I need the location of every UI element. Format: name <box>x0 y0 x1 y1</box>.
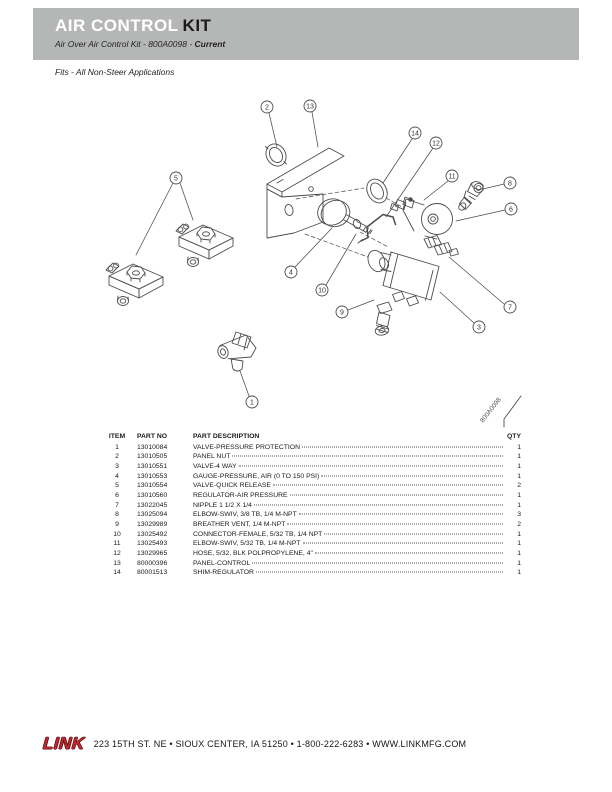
cell-item: 2 <box>115 453 119 461</box>
panel-nut-drawing <box>262 140 290 169</box>
cell-qty: 1 <box>517 472 521 480</box>
cell-qty: 1 <box>517 540 521 548</box>
cell-part-no: 13025492 <box>137 530 168 538</box>
cell-qty: 1 <box>517 443 521 451</box>
table-row <box>105 501 521 511</box>
cell-item: 10 <box>113 530 121 538</box>
elbow-fitting-drawing <box>457 180 484 211</box>
cell-description-text: PANEL-CONTROL <box>193 559 251 567</box>
cell-description <box>193 472 505 482</box>
cell-part-no: 13029989 <box>137 521 168 528</box>
table-row <box>105 472 521 482</box>
regulator-drawing <box>391 197 453 239</box>
cell-description-text: VALVE-QUICK RELEASE <box>193 482 271 490</box>
page-subtitle <box>55 39 225 49</box>
cell-item: 13 <box>113 559 121 567</box>
cell-qty: 1 <box>517 462 521 470</box>
cell-description <box>193 452 505 462</box>
table-row <box>105 481 521 491</box>
svg-text:2: 2 <box>265 104 269 112</box>
dotted-leader <box>315 553 503 554</box>
cell-description <box>193 559 505 569</box>
hose-drawing <box>358 215 396 244</box>
callout-balloons <box>136 100 517 408</box>
cell-part-no: 13010553 <box>137 472 168 480</box>
table-row <box>105 568 521 578</box>
table-row <box>105 462 521 472</box>
svg-text:11: 11 <box>448 173 456 181</box>
callout-12 <box>386 137 442 217</box>
callout-1 <box>240 371 258 408</box>
table-row <box>105 443 521 453</box>
cell-description-text: HOSE, 5/32, BLK POLPROPYLENE, 4" <box>193 550 313 558</box>
cell-item: 3 <box>115 462 119 470</box>
cell-item: 9 <box>115 521 119 528</box>
callout-6 <box>456 203 517 221</box>
parts-table-body <box>105 443 521 579</box>
cell-description-text: SHIM-REGULATOR <box>193 569 254 577</box>
dotted-leader <box>256 572 503 573</box>
drawing-number <box>479 396 521 427</box>
cell-part-no: 13010551 <box>137 462 168 470</box>
cell-qty: 2 <box>517 482 521 490</box>
cell-part-no: 13029965 <box>137 550 168 558</box>
cell-description <box>193 501 505 511</box>
dotted-leader <box>252 562 503 563</box>
svg-text:7: 7 <box>508 304 512 312</box>
table-row <box>105 549 521 559</box>
cell-part-no: 80001513 <box>137 569 168 577</box>
callout-10 <box>316 234 356 296</box>
svg-text:9: 9 <box>340 309 344 317</box>
cell-qty: 1 <box>517 530 521 538</box>
svg-text:4: 4 <box>289 269 293 277</box>
dotted-leader <box>232 456 503 457</box>
dotted-leader <box>290 494 503 495</box>
cell-description-text: REGULATOR-AIR PRESSURE <box>193 491 288 499</box>
table-row <box>105 539 521 549</box>
table-row <box>105 491 521 501</box>
svg-text:12: 12 <box>432 140 440 148</box>
hidden-lines <box>296 188 404 257</box>
cell-item: 11 <box>113 540 121 548</box>
cell-description <box>193 549 505 559</box>
dotted-leader <box>239 465 503 466</box>
cell-description <box>193 443 505 453</box>
cell-qty: 2 <box>517 521 521 528</box>
cell-qty: 1 <box>517 501 521 509</box>
cell-qty: 1 <box>517 559 521 567</box>
cell-qty: 1 <box>517 550 521 558</box>
svg-text:5: 5 <box>174 175 178 183</box>
cell-part-no: 80000396 <box>137 559 168 567</box>
cell-description-text: BREATHER VENT, 1/4 M-NPT <box>193 521 286 528</box>
cell-qty: 1 <box>517 453 521 461</box>
dotted-leader <box>321 475 503 476</box>
dotted-leader <box>273 485 503 486</box>
dotted-leader <box>302 446 503 447</box>
callout-13 <box>304 100 318 147</box>
parts-table <box>105 431 521 578</box>
cell-qty: 3 <box>517 511 521 519</box>
cell-item: 8 <box>115 511 119 519</box>
drawing-number-text: 800A0098 <box>479 396 503 425</box>
cell-description-text: GAUGE-PRESSURE, AIR (0 TO 150 PSI) <box>193 472 320 480</box>
cell-description <box>193 462 505 472</box>
cell-description <box>193 520 505 530</box>
svg-text:10: 10 <box>318 287 326 295</box>
table-row <box>105 530 521 540</box>
callout-9 <box>336 300 374 318</box>
page-title-secondary: KIT <box>182 16 212 35</box>
cell-description-text: ELBOW-SWIV, 3/8 TB, 1/4 M-NPT <box>193 511 297 519</box>
cell-qty: 1 <box>517 491 521 499</box>
page-subtitle-text: Air Over Air Control Kit - 800A0098 - <box>55 39 195 49</box>
cell-description <box>193 510 505 520</box>
cell-item: 14 <box>113 569 121 577</box>
col-header-part-no: PART NO <box>137 433 168 440</box>
cell-description-text: CONNECTOR-FEMALE, 5/32 TB, 1/4 NPT <box>193 530 323 538</box>
svg-text:6: 6 <box>509 206 513 214</box>
svg-text:8: 8 <box>508 180 512 188</box>
fits-line: Fits - All Non-Steer Applications <box>55 67 175 77</box>
dotted-leader <box>324 533 503 534</box>
svg-text:13: 13 <box>306 103 314 111</box>
callout-8 <box>483 177 516 189</box>
col-header-description: PART DESCRIPTION <box>193 433 260 440</box>
cell-item: 12 <box>113 550 121 558</box>
page-subtitle-status: Current <box>194 39 226 49</box>
cell-item: 1 <box>115 443 119 451</box>
cell-description <box>193 568 505 578</box>
dotted-leader <box>303 543 503 544</box>
page-title <box>55 16 211 36</box>
callout-2 <box>261 101 277 147</box>
cell-part-no: 13025094 <box>137 511 168 519</box>
cell-qty: 1 <box>517 569 521 577</box>
svg-text:14: 14 <box>411 130 419 138</box>
cell-description-text: VALVE-4 WAY <box>193 462 237 470</box>
breather-vent-drawing <box>375 302 392 336</box>
dotted-leader <box>299 514 503 515</box>
callout-7 <box>449 257 516 313</box>
pressure-protection-valve-drawing <box>216 332 256 371</box>
four-way-valve-drawing <box>365 248 439 306</box>
cell-part-no: 13010084 <box>137 443 168 451</box>
table-row <box>105 559 521 569</box>
dotted-leader <box>287 524 503 525</box>
table-row <box>105 510 521 520</box>
cell-description <box>193 530 505 540</box>
footer-address: 223 15TH ST. NE • SIOUX CENTER, IA 51250 • 1-800-222-6283 • WWW.LINKMFG.COM <box>93 739 467 749</box>
cell-description <box>193 481 505 491</box>
exploded-parts-diagram <box>57 88 583 436</box>
nipple-fitting-drawing <box>424 236 459 257</box>
cell-description-text: NIPPLE 1 1/2 X 1/4 <box>193 501 252 509</box>
link-logo: LINK <box>42 734 86 753</box>
callout-11 <box>424 170 458 200</box>
dotted-leader <box>254 504 503 505</box>
table-row <box>105 520 521 530</box>
callout-3 <box>440 292 485 333</box>
cell-part-no: 13025493 <box>137 540 168 548</box>
col-header-item: ITEM <box>108 433 126 440</box>
cell-item: 4 <box>115 472 119 480</box>
callout-5 <box>136 172 193 255</box>
svg-text:3: 3 <box>477 324 481 332</box>
cell-part-no: 13010505 <box>137 453 168 461</box>
quick-release-valves-drawing <box>106 224 233 306</box>
shim-ring-drawing <box>363 176 392 207</box>
cell-description-text: VALVE-PRESSURE PROTECTION <box>193 443 301 451</box>
cell-part-no: 13010560 <box>137 491 168 499</box>
parts-table-header <box>105 431 521 443</box>
header-band <box>33 8 579 60</box>
cell-item: 7 <box>115 501 119 509</box>
svg-text:1: 1 <box>250 399 254 407</box>
table-row <box>105 452 521 462</box>
col-header-qty: QTY <box>507 433 521 440</box>
cell-description-text: ELBOW-SWIV, 5/32 TB, 1/4 M-NPT <box>193 540 301 548</box>
cell-description <box>193 539 505 549</box>
cell-description-text: PANEL NUT <box>193 453 231 461</box>
page-title-primary: AIR CONTROL <box>55 16 179 35</box>
page-footer <box>43 734 466 754</box>
cell-description <box>193 491 505 501</box>
cell-part-no: 13022045 <box>137 501 168 509</box>
cell-item: 6 <box>115 491 119 499</box>
cell-item: 5 <box>115 482 119 490</box>
cell-part-no: 13010554 <box>137 482 168 490</box>
